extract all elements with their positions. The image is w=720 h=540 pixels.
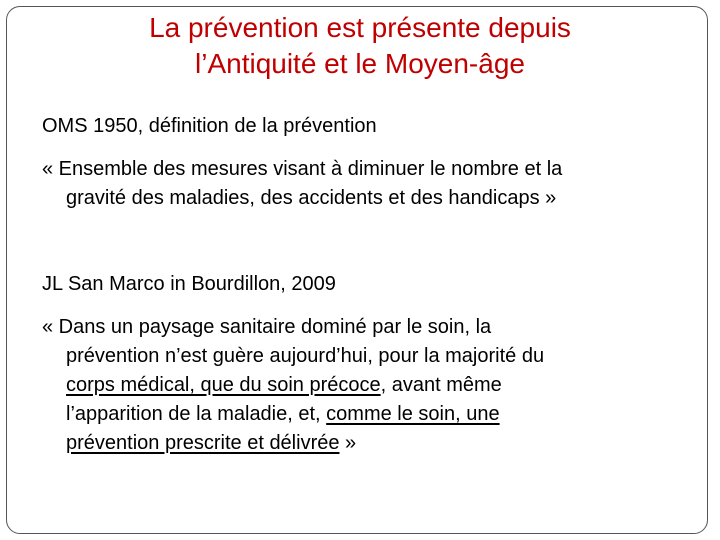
quote-text: » [339,432,357,454]
quote-san-marco-line-5 [42,429,702,458]
quote-san-marco-line-2: prévention n’est guère aujourd’hui, pour la majorité du [66,345,545,367]
reference-san-marco: JL San Marco in Bourdillon, 2009 [42,273,336,295]
quote-text: , avant même [380,374,502,396]
underlined-phrase-soin-precoce: corps médical, que du soin précoce [66,374,381,396]
underlined-phrase-prescrite: prévention prescrite et délivrée [66,432,340,454]
quote-san-marco-line-3 [42,371,702,400]
underlined-phrase-comme-le-soin: comme le soin, une [326,403,500,425]
reference-oms: OMS 1950, définition de la prévention [42,115,377,137]
title-line-2: l’Antiquité et le Moyen-âge [195,48,525,79]
quote-san-marco-line-1: « Dans un paysage sanitaire dominé par le soin, la [42,316,492,338]
slide-title [0,10,720,82]
quote-san-marco-line-4 [42,400,702,429]
quote-oms-line-2: gravité des maladies, des accidents et des handicaps » [66,187,557,209]
quote-san-marco [42,313,702,458]
title-line-1: La prévention est présente depuis [149,12,571,43]
quote-text: l’apparition de la maladie, et, [66,403,327,425]
quote-oms [42,155,702,213]
quote-oms-line-1: « Ensemble des mesures visant à diminuer le nombre et la [42,158,563,180]
